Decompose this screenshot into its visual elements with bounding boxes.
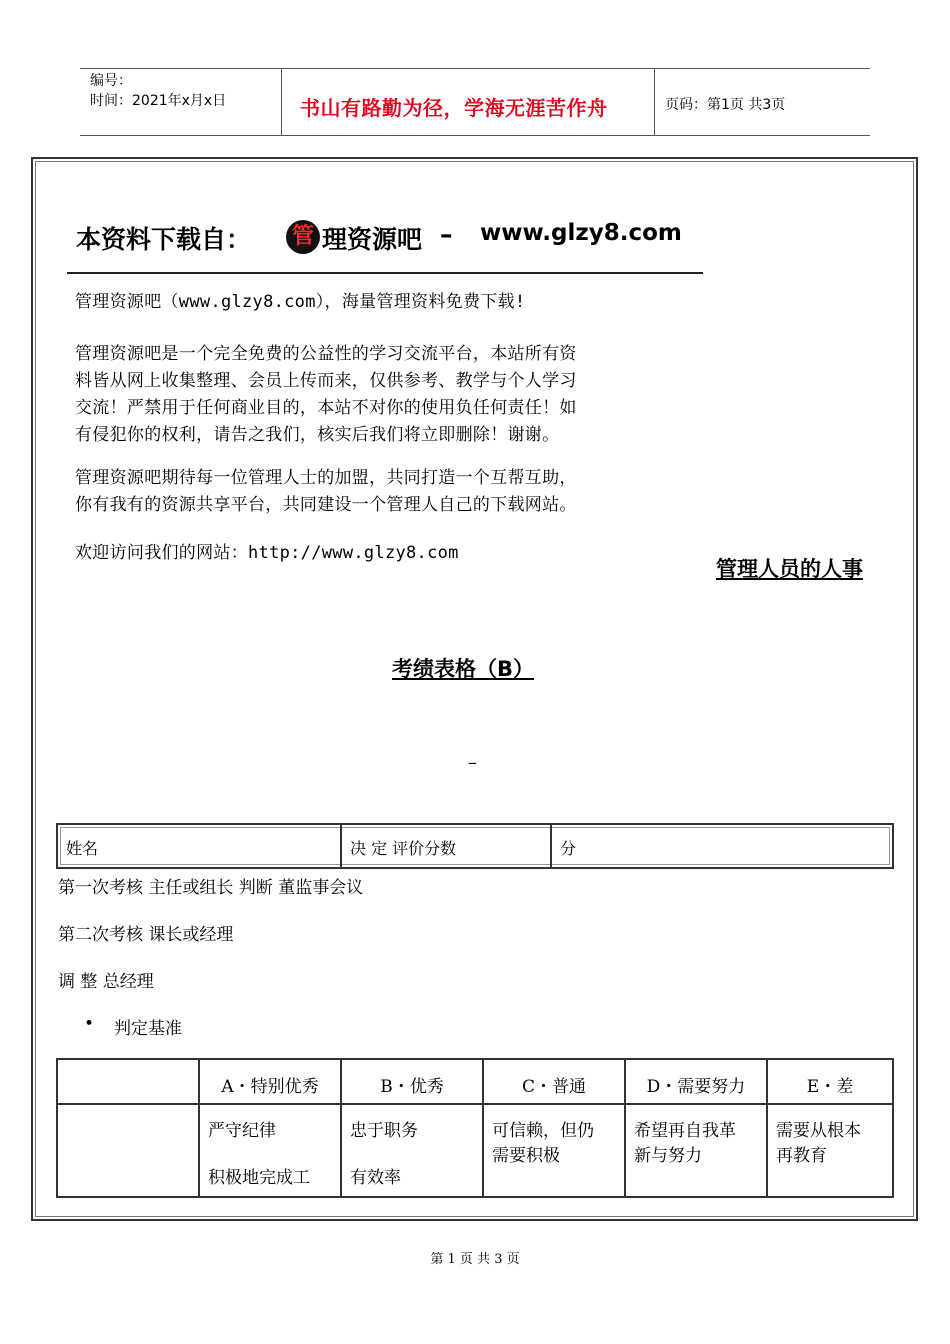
title-dash: – (468, 752, 477, 773)
banner-prefix: 本资料下载自： (76, 225, 252, 254)
criteria-cell-a: 积极地完成工 (208, 1168, 310, 1188)
criteria-cell-a: 严守纪律 (208, 1121, 276, 1141)
notice-paragraph (75, 341, 577, 449)
notice-line: 管理资源吧期待每一位管理人士的加盟，共同打造一个互帮互助， (75, 468, 577, 488)
page-title: 考绩表格（B） (392, 657, 535, 681)
document-subject: 管理人员的人事 (716, 557, 863, 581)
criteria-header-a: A・特别优秀 (221, 1077, 319, 1097)
notice-visit-line: 欢迎访问我们的网站：http://www.glzy8.com (75, 543, 459, 563)
banner-rule (67, 272, 703, 274)
criteria-header-c: C・普通 (521, 1077, 586, 1097)
criteria-cell-d: 希望再自我革 (634, 1121, 736, 1141)
notice-line: 料皆从网上收集整理、会员上传而来，仅供参考、教学与个人学习 (75, 371, 577, 391)
notice-line: 交流！严禁用于任何商业目的，本站不对你的使用负任何责任！如 (75, 398, 577, 418)
criteria-cell-d: 新与努力 (634, 1146, 702, 1166)
site-logo-icon: 管 (286, 220, 320, 254)
criteria-cell-b: 忠于职务 (350, 1121, 418, 1141)
table-divider (550, 825, 552, 867)
bullet-icon: • (84, 1014, 95, 1034)
criteria-header-d: D・需要努力 (646, 1077, 746, 1097)
notice-line: 管理资源吧是一个完全免费的公益性的学习交流平台，本站所有资 (75, 344, 577, 364)
score-cell: 分 (560, 839, 577, 858)
criteria-cell-e: 再教育 (776, 1146, 827, 1166)
banner-url: www.glzy8.com (480, 220, 682, 246)
criteria-cell-e: 需要从根本 (776, 1121, 861, 1141)
notice-paragraph (75, 465, 577, 519)
header-top-rule (80, 68, 870, 69)
header-bottom-rule (80, 135, 870, 136)
criteria-header-e: E・差 (806, 1077, 854, 1097)
info-table-inner (60, 827, 890, 865)
criteria-header-b: B・优秀 (380, 1077, 444, 1097)
doc-time-label: 时间：2021年x月x日 (90, 93, 227, 109)
doc-number-label: 编号： (90, 73, 132, 89)
notice-line: 有侵犯你的权利，请告之我们，核实后我们将立即删除！谢谢。 (75, 425, 560, 445)
table-divider (340, 825, 342, 867)
criteria-cell-c: 需要积极 (492, 1146, 560, 1166)
review-line: 第一次考核 主任或组长 判断 董监事会议 (58, 878, 364, 898)
criteria-heading: 判定基准 (114, 1019, 182, 1039)
decision-score-cell: 决 定 评价分数 (350, 839, 457, 858)
header-motto: 书山有路勤为径，学海无涯苦作舟 (300, 96, 608, 120)
criteria-cell-c: 可信赖，但仍 (492, 1121, 594, 1141)
criteria-cell-b: 有效率 (350, 1168, 401, 1188)
page-footer: 第 1 页 共 3 页 (430, 1252, 520, 1267)
review-line: 调 整 总经理 (58, 972, 154, 992)
notice-line: 管理资源吧（www.glzy8.com），海量管理资料免费下载! (75, 292, 526, 312)
banner-site-name: 理资源吧 (322, 225, 423, 254)
review-line: 第二次考核 课长或经理 (58, 925, 234, 945)
banner-dash: – (440, 220, 453, 249)
header-page-info: 页码：第1页 共3页 (665, 97, 786, 113)
header-divider (654, 68, 655, 136)
name-cell: 姓名 (66, 839, 99, 858)
notice-line: 你有我有的资源共享平台，共同建设一个管理人自己的下载网站。 (75, 495, 577, 515)
header-divider (281, 68, 282, 136)
